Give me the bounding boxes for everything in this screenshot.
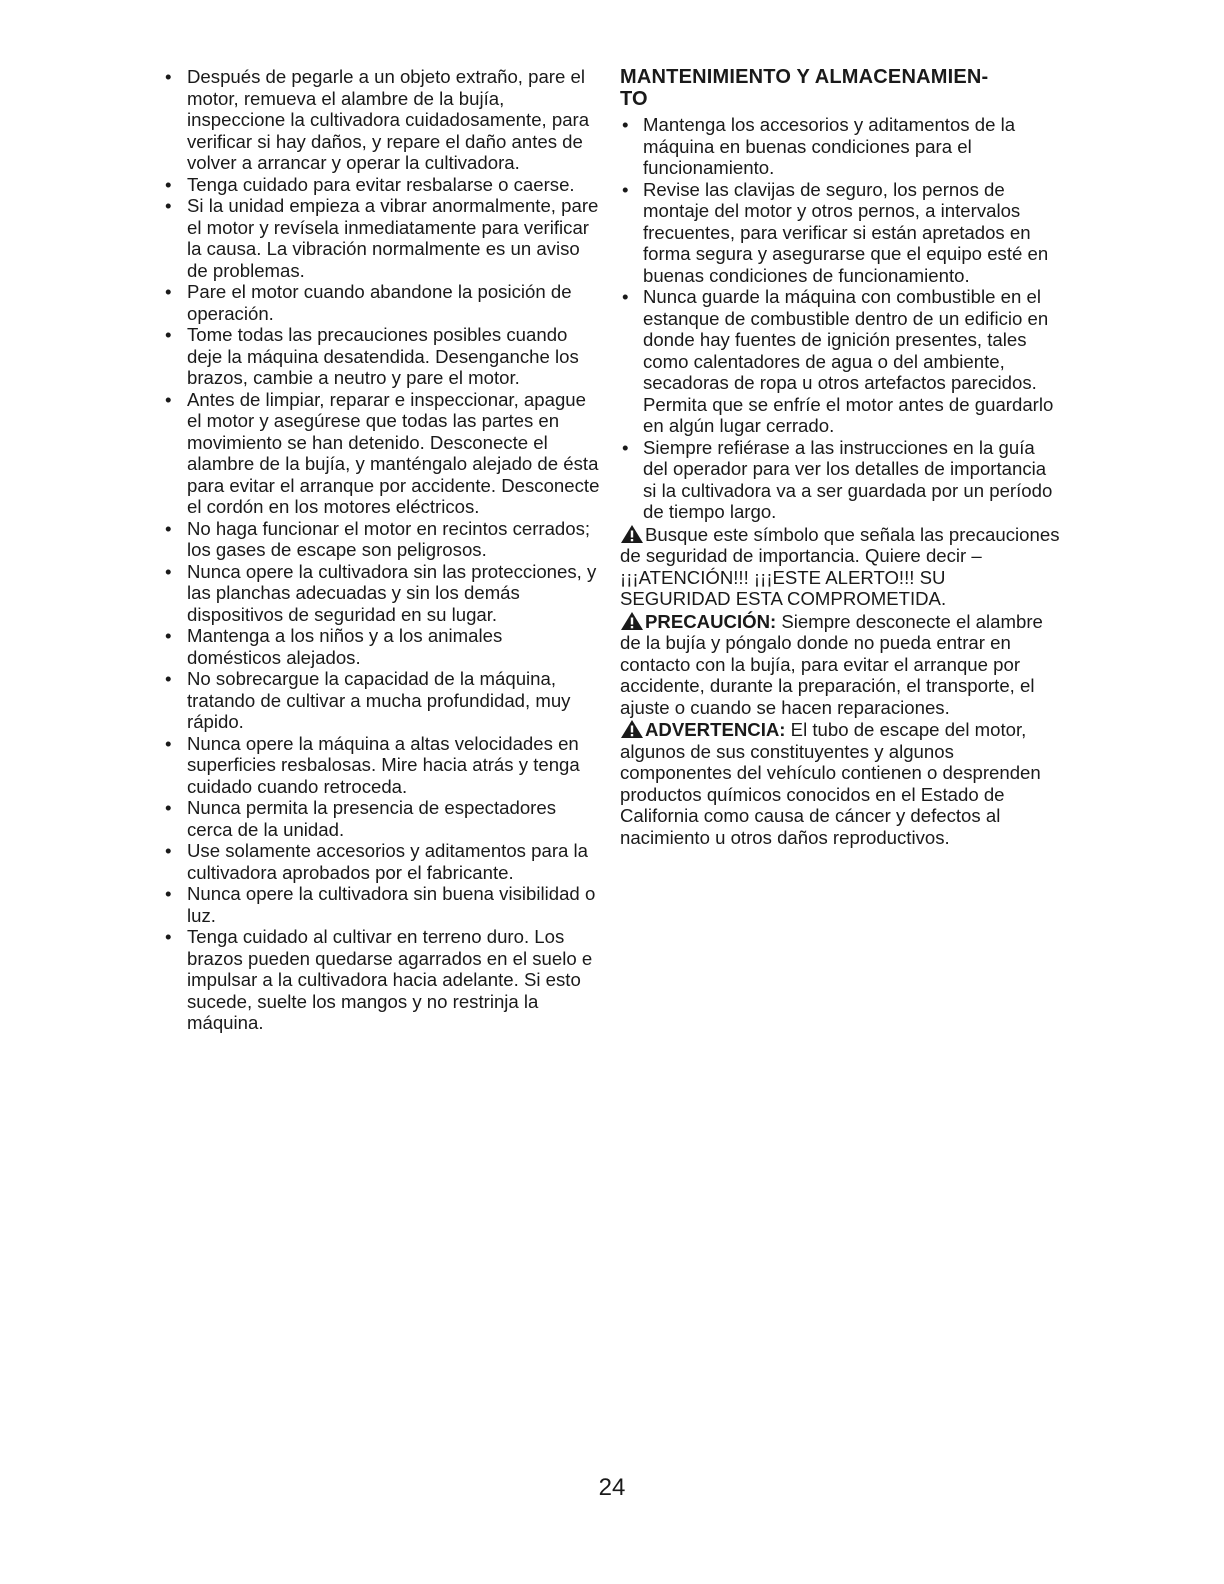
maintenance-list	[620, 114, 1060, 523]
list-item: • Tenga cuidado para evitar resbalarse o caerse.	[160, 174, 600, 196]
warning-label: ADVERTENCIA:	[645, 719, 786, 740]
warning-note	[620, 719, 1060, 848]
list-item: • Use solamente accesorios y aditamentos para la cultivadora aprobados por el fabricante.	[160, 840, 600, 883]
page-number: 24	[598, 1474, 626, 1501]
list-item: • Nunca guarde la máquina con combustible en el estanque de combustible dentro de un edificio en donde hay fuentes de ignición presentes, tales como calentadores de agua o del ambiente, secadoras de ropa u otros artefactos parecidos. Permita que se enfríe el motor antes de guardarlo en algún lugar cerrado.	[620, 286, 1060, 437]
list-item: • Si la unidad empieza a vibrar anormalmente, pare el motor y revísela inmediatamente para verificar la causa. La vibración normalmente es un aviso de problemas.	[160, 195, 600, 281]
left-column	[160, 66, 600, 1034]
safety-list-left	[160, 66, 600, 1034]
list-item: • Después de pegarle a un objeto extraño, pare el motor, remueva el alambre de la bujía, inspeccione la cultivadora cuidadosamente, para verificar si hay daños, y repare el daño antes de volver a arrancar y operar la cultivadora.	[160, 66, 600, 174]
list-item: • Nunca opere la máquina a altas velocidades en superficies resbalosas. Mire hacia atrás y tenga cuidado cuando retroceda.	[160, 733, 600, 798]
list-item: • Tome todas las precauciones posibles cuando deje la máquina desatendida. Desenganche los brazos, cambie a neutro y pare el motor.	[160, 324, 600, 389]
warning-text: El tubo de escape del motor, algunos de sus constituyentes y algunos componentes del vehículo contienen o desprenden productos químicos conocidos en el Estado de California como causa de cáncer y defectos al nacimiento u otros daños reproductivos.	[620, 719, 1041, 848]
warning-triangle-icon	[620, 611, 644, 631]
section-heading: MANTENIMIENTO Y ALMACENAMIEN- TO	[620, 66, 989, 110]
list-item: • Tenga cuidado al cultivar en terreno duro. Los brazos pueden quedarse agarrados en el suelo e impulsar a la cultivadora hacia adelante. Si esto sucede, suelte los mangos y no restrinja la máquina.	[160, 926, 600, 1034]
symbol-note-text: Busque este símbolo que señala las precauciones de seguridad de importancia. Quiere decir – ¡¡¡ATENCIÓN!!! ¡¡¡ESTE ALERTO!!! SU SEGURIDAD ESTA COMPROMETIDA.	[620, 523, 1060, 609]
list-item: • Nunca opere la cultivadora sin las protecciones, y las planchas adecuadas y sin los demás dispositivos de seguridad en su lugar.	[160, 561, 600, 626]
list-item: • Antes de limpiar, reparar e inspeccionar, apague el motor y asegúrese que todas las partes en movimiento se han detenido. Desconecte el alambre de la bujía, y manténgalo alejado de ésta para evitar el arranque por accidente. Desconecte el cordón en los motores eléctricos.	[160, 389, 600, 518]
list-item: • Mantenga los accesorios y aditamentos de la máquina en buenas condiciones para el funcionamiento.	[620, 114, 1060, 179]
caution-text: Siempre desconecte el alambre de la bujía y póngalo donde no pueda entrar en contacto con la bujía, para evitar el arranque por accidente, durante la preparación, el transporte, el ajuste o cuando se hacen reparaciones.	[620, 610, 1043, 718]
caution-label: PRECAUCIÓN:	[645, 610, 777, 632]
list-item: • Mantenga a los niños y a los animales domésticos alejados.	[160, 625, 600, 668]
list-item: • Revise las clavijas de seguro, los pernos de montaje del motor y otros pernos, a intervalos frecuentes, para verificar si están apretados en forma segura y asegurarse que el equipo esté en buenas condiciones de funcionamiento.	[620, 179, 1060, 287]
list-item: • No haga funcionar el motor en recintos cerrados; los gases de escape son peligrosos.	[160, 518, 600, 561]
symbol-note	[620, 524, 1060, 610]
list-item: • Siempre refiérase a las instrucciones en la guía del operador para ver los detalles de importancia si la cultivadora va a ser guardada por un período de tiempo largo.	[620, 437, 1060, 523]
warning-triangle-icon	[620, 524, 644, 544]
warning-triangle-icon	[620, 719, 644, 739]
list-item: • Nunca opere la cultivadora sin buena visibilidad o luz.	[160, 883, 600, 926]
right-column	[620, 66, 1060, 848]
list-item: • Nunca permita la presencia de espectadores cerca de la unidad.	[160, 797, 600, 840]
caution-note	[620, 611, 1060, 719]
list-item: • Pare el motor cuando abandone la posición de operación.	[160, 281, 600, 324]
list-item: • No sobrecargue la capacidad de la máquina, tratando de cultivar a mucha profundidad, muy rápido.	[160, 668, 600, 733]
